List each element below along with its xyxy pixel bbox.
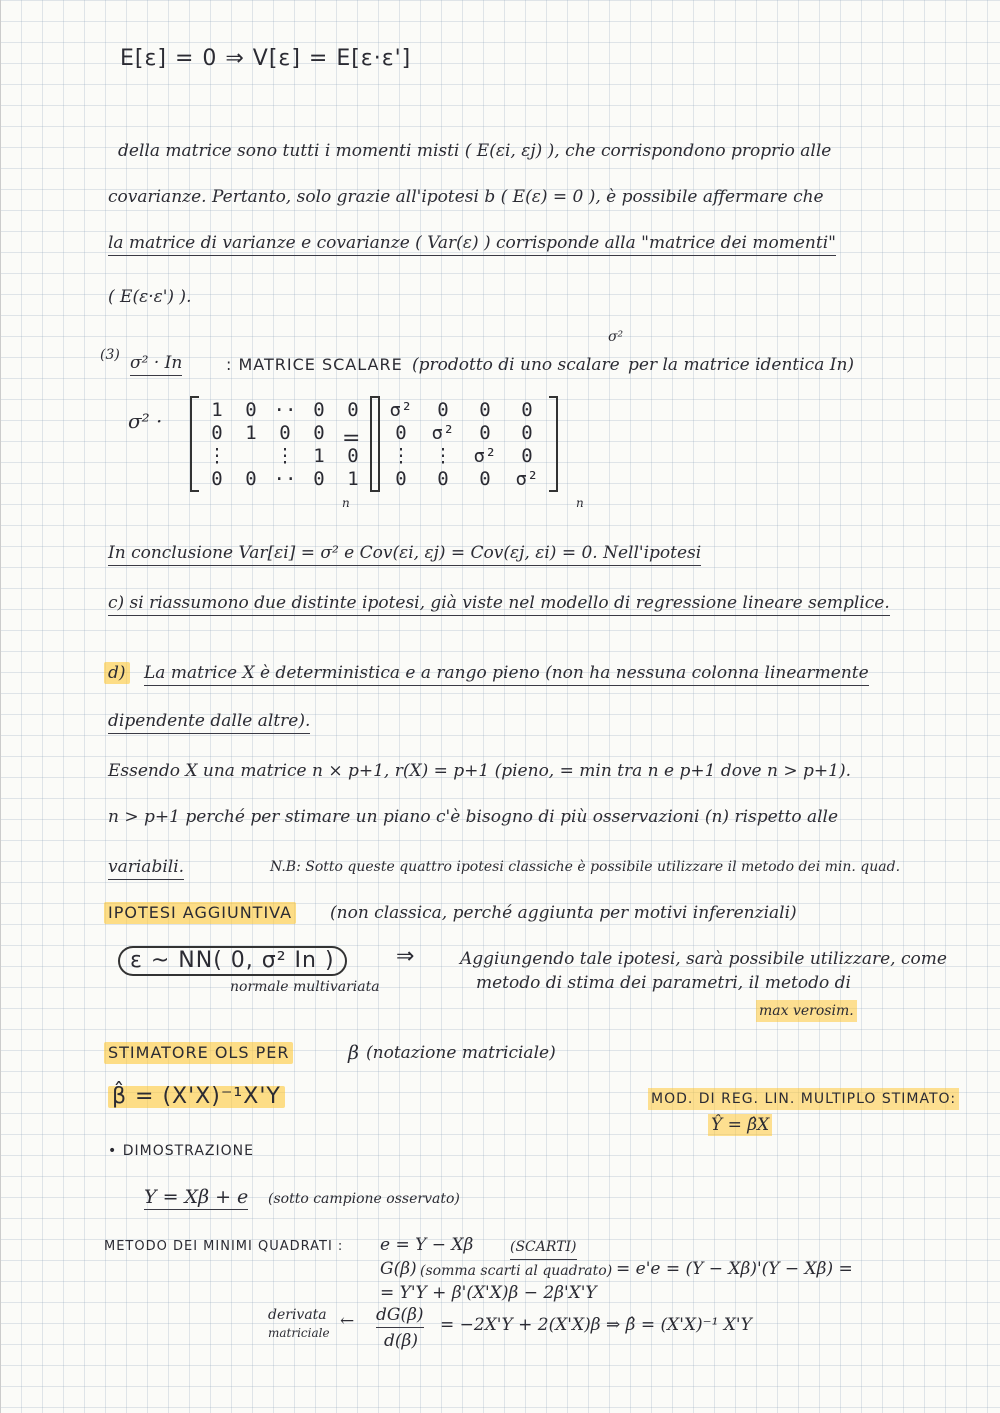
- text-line: La matrice X è deterministica e a rango pieno (non ha nessuna colonna linearmente: [144, 662, 869, 686]
- matrix-cell: 0: [479, 421, 491, 444]
- derivative-numerator: dG(β): [376, 1304, 424, 1328]
- implies-arrow: ⇒: [396, 944, 416, 969]
- heading-minimi-quadrati: METODO DEI MINIMI QUADRATI :: [104, 1239, 344, 1254]
- left-arrow: ←: [340, 1311, 355, 1331]
- matrix-cell: 0: [313, 398, 325, 421]
- objective-expanded: = Y'Y + β'(X'X)β − 2β'X'Y: [380, 1283, 597, 1303]
- derivative-label: derivata: [268, 1307, 327, 1323]
- residual-equation: e = Y − Xβ: [380, 1235, 474, 1255]
- matrix-cell: σ²: [389, 398, 413, 421]
- beta-symbol: β: [348, 1042, 359, 1064]
- matrix-cell: 0: [245, 467, 257, 490]
- heading-dimostrazione: • DIMOSTRAZIONE: [108, 1143, 254, 1159]
- residual-label: (SCARTI): [510, 1236, 577, 1260]
- text-line: (non classica, perché aggiunta per motivi inferenziali): [330, 903, 797, 923]
- matrix-cell: [234, 444, 268, 467]
- text-line: (sotto campione osservato): [268, 1191, 460, 1207]
- estimated-model-equation: Ŷ = β̂X: [708, 1114, 772, 1136]
- item-number: (3): [100, 347, 120, 363]
- matrix-cell: 0: [279, 421, 291, 444]
- matrix-cell: ··: [273, 467, 297, 490]
- text-line: Essendo X una matrice n × p+1, r(X) = p+1 (pieno, = min tra n e p+1 dove n > p+1).: [108, 761, 851, 781]
- matrix-cell: 0: [437, 467, 449, 490]
- text-line: metodo di stima dei parametri, il metodo di: [476, 973, 851, 993]
- derivative-denominator: d(β): [384, 1331, 418, 1351]
- equation-expectation: E[ε] = 0 ⇒ V[ε] = E[ε·ε']: [120, 46, 412, 71]
- text-line: variabili.: [108, 856, 184, 880]
- matrix-dimension: n: [342, 496, 350, 510]
- derivative-result: = −2X'Y + 2(X'X)β ⇒ β̂ = (X'X)⁻¹ X'Y: [440, 1315, 752, 1335]
- matrix-cell: ⋮: [433, 444, 453, 467]
- matrix-cell: σ²: [473, 444, 497, 467]
- matrix-cell: 0: [347, 444, 359, 467]
- matrix-cell: 1: [347, 467, 359, 490]
- matrix-cell: ⋮: [275, 444, 295, 467]
- objective-label: (somma scarti al quadrato): [420, 1263, 613, 1279]
- text-line: (notazione matriciale): [366, 1043, 556, 1063]
- matrix-cell: 0: [521, 398, 533, 421]
- objective-function: G(β): [380, 1259, 417, 1279]
- matrix-prefix: σ² ·: [128, 409, 163, 433]
- matrix-cell: 0: [211, 421, 223, 444]
- matrix-cell: 0: [395, 467, 407, 490]
- matrix-cell: 0: [395, 421, 407, 444]
- matrix-cell: 0: [479, 398, 491, 421]
- item-letter: d): [104, 662, 130, 684]
- heading-matrice-scalare: : MATRICE SCALARE: [226, 355, 403, 374]
- heading-ipotesi-aggiuntiva: IPOTESI AGGIUNTIVA: [104, 902, 296, 924]
- matrix-cell: 1: [245, 421, 257, 444]
- matrix-cell: 0: [521, 444, 533, 467]
- matrix-cell: 1: [313, 444, 325, 467]
- text-line: covarianze. Pertanto, solo grazie all'ipotesi b ( E(ε) = 0 ), è possibile affermare che: [108, 187, 824, 207]
- matrix-cell: 0: [211, 467, 223, 490]
- matrix-cell: 0: [479, 467, 491, 490]
- text-line: c) si riassumono due distinte ipotesi, già viste nel modello di regressione lineare semplice.: [108, 592, 890, 616]
- matrix-cell: 0: [313, 467, 325, 490]
- text-line: (prodotto di uno scalare: [412, 355, 620, 375]
- text-line: dipendente dalle altre).: [108, 710, 310, 734]
- text-line: Aggiungendo tale ipotesi, sarà possibile utilizzare, come: [460, 949, 947, 969]
- scalar-matrix: [380, 398, 548, 490]
- normal-assumption: ε ~ NN( 0, σ² In ): [118, 946, 347, 976]
- text-line: max verosim.: [756, 1000, 857, 1022]
- model-equation: Y = Xβ + e: [144, 1186, 249, 1208]
- matrix-cell: ··: [273, 398, 297, 421]
- derivative-label: matriciale: [268, 1326, 330, 1340]
- text-line: N.B: Sotto queste quattro ipotesi classiche è possibile utilizzare il metodo dei min. quad.: [270, 859, 901, 875]
- matrix-cell: σ²: [515, 467, 539, 490]
- annotation-label: normale multivariata: [230, 979, 380, 995]
- sigma-annotation: σ²: [608, 329, 624, 345]
- matrix-cell: ⋮: [207, 444, 227, 467]
- sigma-identity: σ² · In: [130, 352, 182, 376]
- text-line: n > p+1 perché per stimare un piano c'è bisogno di più osservazioni (n) rispetto alle: [108, 807, 839, 827]
- text-line: della matrice sono tutti i momenti misti ( E(εi, εj) ), che corrispondono proprio alle: [118, 141, 832, 161]
- objective-expansion: = e'e = (Y − Xβ)'(Y − Xβ) =: [616, 1259, 853, 1279]
- text-line: per la matrice identica In): [628, 355, 855, 375]
- matrix-cell: 0: [245, 398, 257, 421]
- matrix-cell: ⋮: [391, 444, 411, 467]
- matrix-cell: 0: [521, 421, 533, 444]
- ols-formula: β̂ = (X'X)⁻¹X'Y: [108, 1086, 285, 1108]
- text-line: ( E(ε·ε') ).: [108, 287, 192, 307]
- text-line: la matrice di varianze e covarianze ( Var(ε) ) corrisponde alla "matrice dei momenti": [108, 232, 836, 256]
- text-line: In conclusione Var[εi] = σ² e Cov(εi, εj) = Cov(εj, εi) = 0. Nell'ipotesi: [108, 542, 701, 566]
- matrix-cell: σ²: [431, 421, 455, 444]
- matrix-cell: 0: [313, 421, 325, 444]
- heading-modello-stimato: MOD. DI REG. LIN. MULTIPLO STIMATO:: [648, 1088, 959, 1110]
- matrix-dimension: n: [576, 496, 584, 510]
- matrix-cell: 0: [437, 398, 449, 421]
- equals-sign: =: [342, 426, 361, 451]
- heading-stimatore-ols: STIMATORE OLS PER: [104, 1042, 293, 1064]
- matrix-cell: 0: [347, 398, 359, 421]
- matrix-cell: 1: [211, 398, 223, 421]
